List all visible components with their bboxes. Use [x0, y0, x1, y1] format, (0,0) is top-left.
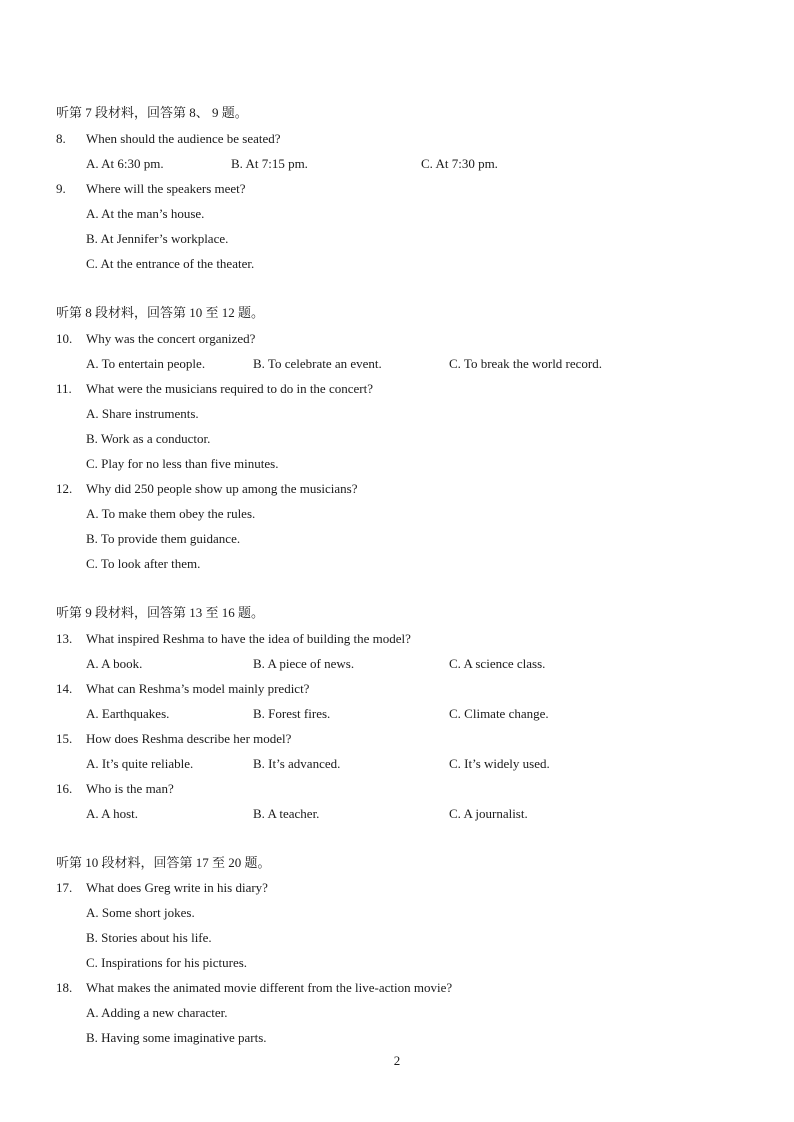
option-c: C. Play for no less than five minutes.	[86, 456, 279, 471]
option-b: B. It’s advanced.	[253, 756, 341, 771]
option-c: C. At 7:30 pm.	[421, 156, 498, 171]
option-b: B. To celebrate an event.	[253, 356, 382, 371]
option-c: C. To look after them.	[86, 556, 201, 571]
question-number: 10.	[56, 331, 73, 346]
section-header: 听第 10 段材料，回答第 17 至 20 题。	[56, 855, 271, 870]
option-a: A. At the man’s house.	[86, 206, 205, 221]
option-b: B. At 7:15 pm.	[231, 156, 308, 171]
question-text: Where will the speakers meet?	[86, 181, 246, 196]
option-a: A. Adding a new character.	[86, 1005, 228, 1020]
question-number: 15.	[56, 731, 73, 746]
option-b: B. A teacher.	[253, 806, 320, 821]
option-c: C. To break the world record.	[449, 356, 602, 371]
option-b: B. Stories about his life.	[86, 930, 212, 945]
page-number: 2	[393, 1053, 401, 1068]
question-text: What does Greg write in his diary?	[86, 880, 268, 895]
question-text: What inspired Reshma to have the idea of building the model?	[86, 631, 411, 646]
question-number: 12.	[56, 481, 73, 496]
option-a: A. To entertain people.	[86, 356, 206, 371]
question-number: 16.	[56, 781, 73, 796]
question-text: What were the musicians required to do in the concert?	[86, 381, 373, 396]
question-number: 9.	[56, 181, 66, 196]
option-a: A. At 6:30 pm.	[86, 156, 164, 171]
option-c: C. It’s widely used.	[449, 756, 550, 771]
question-number: 13.	[56, 631, 73, 646]
option-a: A. It’s quite reliable.	[86, 756, 194, 771]
option-b: B. At Jennifer’s workplace.	[86, 231, 229, 246]
option-b: B. A piece of news.	[253, 656, 355, 671]
question-number: 11.	[56, 381, 72, 396]
option-a: A. Earthquakes.	[86, 706, 170, 721]
option-a: A. To make them obey the rules.	[86, 506, 256, 521]
option-b: B. To provide them guidance.	[86, 531, 241, 546]
question-number: 17.	[56, 880, 73, 895]
question-number: 18.	[56, 980, 73, 995]
option-a: A. A host.	[86, 806, 139, 821]
question-text: What can Reshma’s model mainly predict?	[86, 681, 310, 696]
section-header: 听第 8 段材料，回答第 10 至 12 题。	[56, 305, 265, 320]
question-text: Why did 250 people show up among the musicians?	[86, 481, 358, 496]
question-number: 14.	[56, 681, 73, 696]
option-a: A. Share instruments.	[86, 406, 199, 421]
question-text: When should the audience be seated?	[86, 131, 281, 146]
question-number: 8.	[56, 131, 66, 146]
option-c: C. At the entrance of the theater.	[86, 256, 255, 271]
question-text: Who is the man?	[86, 781, 174, 796]
section-header: 听第 9 段材料，回答第 13 至 16 题。	[56, 605, 265, 620]
option-c: C. A journalist.	[449, 806, 528, 821]
option-b: B. Forest fires.	[253, 706, 331, 721]
question-text: Why was the concert organized?	[86, 331, 256, 346]
question-text: How does Reshma describe her model?	[86, 731, 292, 746]
option-c: C. Climate change.	[449, 706, 549, 721]
option-a: A. Some short jokes.	[86, 905, 195, 920]
option-c: C. A science class.	[449, 656, 546, 671]
option-b: B. Work as a conductor.	[86, 431, 211, 446]
option-a: A. A book.	[86, 656, 143, 671]
option-b: B. Having some imaginative parts.	[86, 1030, 267, 1045]
option-c: C. Inspirations for his pictures.	[86, 955, 248, 970]
section-header: 听第 7 段材料，回答第 8、 9 题。	[56, 105, 248, 120]
question-text: What makes the animated movie different from the live-action movie?	[86, 980, 453, 995]
